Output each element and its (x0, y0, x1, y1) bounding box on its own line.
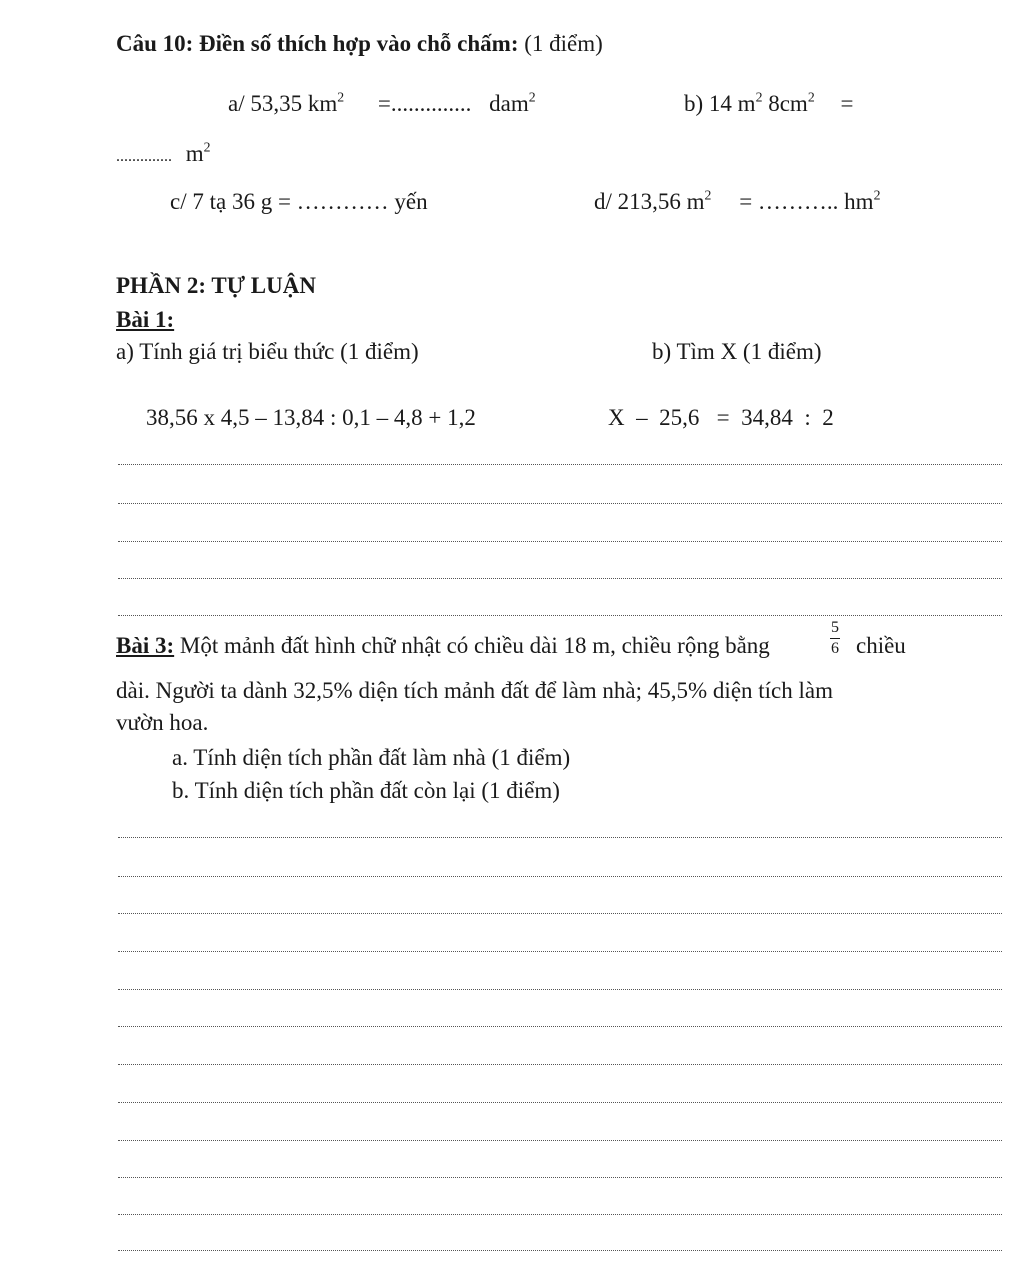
item-b-unit-sup: 2 (203, 139, 211, 155)
item-b-unit: m (185, 141, 204, 166)
answer-line[interactable] (118, 1064, 1002, 1065)
item-b-eq: = (840, 91, 854, 116)
answer-line[interactable] (118, 464, 1002, 465)
exercise-3-text-3: vườn hoa. (116, 710, 209, 735)
item-b-sup2: 2 (807, 89, 815, 105)
fraction-denominator: 6 (831, 640, 839, 657)
question-10-title: Câu 10: Điền số thích hợp vào chỗ chấm: (116, 31, 519, 56)
answer-line[interactable] (118, 1026, 1002, 1027)
answer-line[interactable] (118, 1214, 1002, 1215)
answer-line[interactable] (118, 503, 1002, 504)
answer-line[interactable] (118, 989, 1002, 990)
exercise-1-title: Bài 1: (116, 307, 175, 332)
exercise-3-text-2: dài. Người ta dành 32,5% diện tích mảnh đất để làm nhà; 45,5% diện tích làm (116, 678, 834, 703)
answer-line[interactable] (118, 1140, 1002, 1141)
exercise-3-line-1 (116, 634, 770, 657)
exercise-3-title: Bài 3: (116, 633, 175, 658)
exercise-3-question-a: a. Tính diện tích phần đất làm nhà (1 điểm) (172, 745, 571, 770)
fraction-bar (830, 638, 840, 639)
answer-line[interactable] (118, 1102, 1002, 1103)
item-b-label: b) 14 m (684, 91, 756, 116)
answer-line[interactable] (118, 1177, 1002, 1178)
item-a-unit-sup: 2 (528, 89, 536, 105)
answer-line[interactable] (118, 913, 1002, 914)
item-d-label: d/ 213,56 m (594, 189, 705, 214)
question-10-heading (116, 32, 603, 55)
item-d (594, 187, 881, 214)
answer-line[interactable] (118, 578, 1002, 579)
item-b-mid: 8cm (762, 91, 808, 116)
exercise-3-question-b: b. Tính diện tích phần đất còn lại (1 điểm) (172, 778, 560, 803)
item-a-sup: 2 (337, 89, 345, 105)
item-d-sup: 2 (704, 187, 712, 203)
exercise-3-text-1: Một mảnh đất hình chữ nhật có chiều dài 18 m, chiều rộng bằng (179, 633, 770, 658)
item-b-sup1: 2 (755, 89, 763, 105)
item-a-label: a/ 53,35 km (228, 91, 338, 116)
exercise-1a-label: a) Tính giá trị biểu thức (1 điểm) (116, 339, 419, 364)
item-b-continued (116, 139, 211, 166)
answer-line[interactable] (118, 541, 1002, 542)
item-a-blank: =.............. (377, 91, 472, 116)
answer-line[interactable] (118, 615, 1002, 616)
item-a-unit: dam (489, 91, 529, 116)
item-d-unit-sup: 2 (873, 187, 881, 203)
exercise-1a-expression: 38,56 x 4,5 – 13,84 : 0,1 – 4,8 + 1,2 (146, 405, 476, 430)
item-a (228, 89, 536, 116)
item-c: c/ 7 tạ 36 g = ………… yến (170, 189, 428, 214)
fraction-five-sixths (830, 620, 840, 657)
item-b-blank: .............. (116, 148, 172, 165)
exercise-3-text-1-end: chiều (856, 633, 906, 658)
answer-line[interactable] (118, 837, 1002, 838)
exercise-1b-equation: X – 25,6 = 34,84 : 2 (608, 405, 834, 430)
exercise-1b-label: b) Tìm X (1 điểm) (652, 339, 822, 364)
part-2-title: PHẦN 2: TỰ LUẬN (116, 273, 316, 298)
question-10-points: (1 điểm) (524, 31, 603, 56)
item-b (684, 89, 854, 116)
item-d-blank: = ……….. hm (739, 189, 874, 214)
answer-line[interactable] (118, 876, 1002, 877)
answer-line[interactable] (118, 1250, 1002, 1251)
fraction-numerator: 5 (831, 619, 839, 636)
answer-line[interactable] (118, 951, 1002, 952)
